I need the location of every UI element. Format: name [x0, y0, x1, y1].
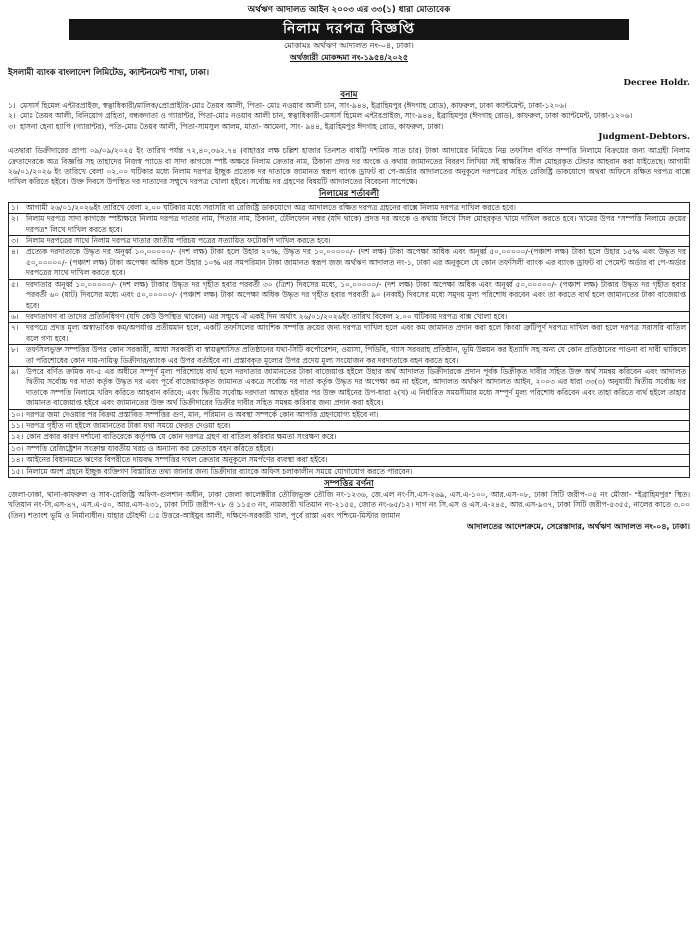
versus-text: বনাম — [340, 90, 358, 100]
condition-item — [8, 280, 690, 312]
condition-num: ৪। — [11, 247, 19, 257]
defendant-text: মেসার্স হিমেল এন্টারপ্রাইজ, স্বত্বাধিকারী/মালিক/প্রোপ্রাইটর-মোঃ তৈয়ব আলী, পিতা- মোঃ নওয়াব আলী চান, সাং-৯৪৪, ইব্রাহিমপুর (ঈদগাহ রোড), কাফরুল, ঢাকা ক্যান্টমেন্ট, ঢাকা-১২০৬। — [20, 101, 567, 110]
signature-text: আদালতের আদেশক্রমে, সেরেস্তাদার, অর্থঋণ আদালত নং-০৪, ঢাকা। — [466, 522, 690, 532]
defendant-text: মোঃ তৈয়ব আলী, বিনিয়োগ গ্রহিতা, বন্ধকদাতা ও গ্যারান্টর, পিতা-মোঃ নওয়াব আলী চান, স্বত্বাধিকারী-মেসার্স হিমেল এন্টারপ্রাইজ, সাং-৯৪৪, ইব্রাহিমপুর (ঈদগাহ রোড), কাফরুল, ঢাকা ক্যান্টমেন্ট, ঢাকা-১২০৬। — [20, 111, 633, 121]
condition-text: উপরে বর্ণিত ক্রমিক নং-৫ এর অধীনে সম্পূর্ণ মূল্য পরিশোধে ব্যর্থ হলে দরদাতার জামানতের টাকা বাজেয়াপ্ত হইলে উহার অর্থ আদালত ডিক্রীদারকে প্রদান পূর্বক ডিক্রীকৃত দাবীর সহিত উক্ত অর্থ সমন্বয় করিবেন এবং আদালত দ্বিতীয় সর্বোচ্চ দর দাতা কর্তৃক উদ্ধৃত দর এবং পূর্বে বাজেয়াপ্তকৃত জামানত একত্রে সর্বোচ্চ দর দাতা কর্তৃক উদ্ধৃত দর অপেক্ষা কম না হইলে, আদালত অর্থঋণ আদালত আইন, ২০০৩ এর ধারা ৩৩(৩) অনুযায়ী দ্বিতীয় সর্বোচ্চ দর দাতাকে সম্পত্তি নিলামে খরিদ করিতে আহবান করিবে; এবং দ্বিতীয় সর্বোচ্চ দরদাতা আহুত হইবার পর উক্ত আইনের উপ-ধারা ২(খ) এ নির্ধারিত সময়সীমার মধ্যে সম্পূর্ণ মূল্য পরিশোধ করিবেন এবং তাহা করিতে ব্যর্থ হইলে তাহার জামানত বাজেয়াপ্ত হইবে এবং জামানতের উক্ত অর্থ ডিক্রীদারের ডিক্রীর দাবীর সহিত সমন্বয় করিবার জন্য প্রদান করা হইবে। — [26, 366, 686, 408]
condition-item — [8, 410, 690, 421]
case-number: অর্থজারী মোকদ্দমা নং-১৯৫৪/২০২৫ — [289, 53, 409, 62]
condition-num: ১। — [11, 202, 19, 212]
notice-paragraph: এতদ্বারা ডিক্রীদারের প্রাপ্য ০৯/০৯/২০২৫ ইং তারিখ পর্যন্ত ৭২,৪০,৩৬২.৭৪ (বাহাত্তর লক্ষ চল্লিশ হাজার তিনশত বাষট্টি দশমিক সাত চার) টাকা আদায়ের নিমিত্তে নিম্ন তফসিল বর্ণিত সম্পত্তি নিলামে বিক্রয়ের জন্য আগ্রহী নিলাম ক্রেতাদেরকে অত্র বিজ্ঞপ্তি সহ তাহাদের নিজস্ব প্যাডে বা সাদা কাগজে স্পষ্ট অক্ষরে নিলাম ক্রেতার নাম, ঠিকানা প্রদত্ত দর অংকে ও কথায় জামানতের বিবরণ লিখিয়া সই স্বাক্ষরিত সীল মোহরকৃত টেন্ডার আহবান করা যাইতেছে। আগামী ২৬/০১/২০২৬ ইং তারিখে বেলা ০২.০০ ঘটিকার মধ্যে নিলাম দরপত্র ইচ্ছুক প্রত্যেক দর দাতাকে জামানত স্বরূপ ব্যাংক ড্রাফট বা পে-অর্ডার আদালতের অনুকূলে দরপত্রের সহিত রেজিষ্ট্রি ডাকযোগে অথবা অফিসে রক্ষিত দরপত্র বাক্সে দাখিল করিতে হইবে। উক্ত দিবসে উপস্থিত দর দাতাদের সম্মুখে দরপত্র খোলা হইবে। সর্বোচ্চ দর গ্রহণের বিষয়টি আদালতের বিবেচনা সাপেক্ষে। — [8, 146, 690, 187]
condition-num: ৮। — [11, 345, 19, 355]
defendant-num: ২। — [8, 111, 16, 121]
condition-item — [8, 455, 690, 466]
defendant-item — [8, 111, 690, 121]
condition-text: দরপত্রে প্রদত্ত মূল্য অস্বাভাবিক কম/অপর্যাপ্ত প্রতীয়মান হলে, একটি তফসিলের আংশিক সম্পত্তি ক্রয়ের জন্য দরপত্র দাখিল হলে এবং কম জামানত প্রদান করা হলে কিংবা ত্রুটিপূর্ণ দরপত্র দাখিল করা হলে দরপত্র সরাসরি বাতিল বলে গণ্য হবে। — [26, 323, 686, 343]
defendant-item — [8, 101, 690, 111]
condition-text: আইনের বিধানমতে ঋণের বিপরীতে দায়বদ্ধ সম্পত্তির দখল ক্রেতার অনুকূলে সমর্পণের ব্যবস্থা করা হইবে। — [26, 455, 328, 465]
condition-num: ১৩। — [11, 443, 24, 453]
condition-num: ১৪। — [11, 455, 24, 465]
condition-text: সম্পত্তি রেজিষ্ট্রেশন সংক্রান্ত যাবতীয় খরচ ও অন্যান্য কর ক্রেতাকে বহন করিতে হইবে। — [26, 443, 274, 453]
conditions-title: নিলামের শর্তাবলী — [318, 188, 380, 199]
judgment-debtors-label: Judgment-Debtors. — [598, 132, 690, 143]
condition-item — [8, 214, 690, 236]
condition-num: ৯। — [11, 366, 19, 376]
condition-item — [8, 467, 690, 478]
defendant-text: হাসনা হেনা হ্যাপি (গ্যারান্টর), পতি-মোঃ তৈয়ব আলী, পিতা-সামসুল আলম, মাতা- আমেনা, সাং- ৯৪৪, ইব্রাহিমপুর ঈদগাহ রোড, কাফরুল, ঢাকা। — [20, 121, 444, 131]
notice-title: নিলাম দরপত্র বিজ্ঞপ্তি — [69, 19, 629, 40]
defendant-item — [8, 122, 690, 132]
condition-item — [8, 444, 690, 455]
condition-item — [8, 432, 690, 443]
condition-item — [8, 421, 690, 432]
condition-num: ৬। — [11, 311, 19, 321]
conditions-heading — [8, 188, 690, 200]
conditions-list — [8, 202, 690, 478]
condition-text: প্রত্যেক দরদাতাকে উদ্ধৃত দর অনূর্ধ্ব ১০,০০০০০/- (দশ লক্ষ) টাকা হলে উহার ২০%, উদ্ধৃত দর ১০,০০০০০/- (দশ লক্ষ) টাকা অপেক্ষা অধিক এবং অনূর্ধ্ব ৫০,০০০০০/-(পঞ্চাশ লক্ষ) টাকা হলে উহার ১৫% এবং উদ্ধৃত দর ৫০,০০০০০/- (পঞ্চাশ লক্ষ) টাকা অপেক্ষা অধিক হলে উহার ১০% এর সমপরিমান টাকা জামানত স্বরূপ জজ অর্থঋণ আদালত নং-১, ঢাকা এর অনুকূলে যে কোন তফসিলী ব্যাংক এর ব্যাংক ড্রাফট বা পেমেন্ট অর্ডার বা পে-অর্ডার দরপত্রের সাথে দাখিল করতে হবে। — [26, 247, 686, 278]
plaintiff-name: ইসলামী ব্যাংক বাংলাদেশ লিমিটেড, ক্যান্টনমেন্ট শাখা, ঢাকা। — [8, 67, 209, 77]
plaintiff-row — [8, 66, 690, 78]
condition-text: দরদাতাগণ বা তাদের প্রতিনিধিগণ (যদি কেউ উপস্থিত থাকেন) এর সম্মুখে ঐ একই দিন অর্থাৎ ২৬/০১/২০২৬ইং তারিখ বিকেল ২.০০ ঘটিকায় দরপত্র বাক্স খোলা হবে। — [26, 311, 508, 321]
condition-text: তফসিলভুক্ত সম্পত্তির উপর কোন সরকারী, আধা সরকারী বা স্বায়ত্বশাসিত প্রতিষ্ঠানের যথা-সিটি কর্পোরেশন, ওয়াসা, পিডিবি, গ্যাস সরবরাহ প্রতিষ্ঠান, ভূমি উন্নয়ন কর ইত্যাদি সহ অন্য যে কোন প্রতিষ্ঠানের পাওনা বা দাবী থাকিলে তা পরিশোধের কোন দায়-দায়িত্ব ডিক্রীদার/ব্যাংক এর উপর বর্তাইবে না। প্রস্তাবকৃত মূল্যের উপর প্রদেয় মূল্য সংযোজন কর দরদাতাকে বহন করতে হবে। — [26, 345, 686, 365]
condition-item — [8, 323, 690, 345]
condition-text: দরপত্র জমা দেওয়ার পর বিক্রয় প্রস্তাবিত সম্পত্তির গুণ, মান, পরিমান ও অবস্থা সম্পর্কে কোন আপত্তি গ্রহণযোগ্য হইবে না। — [26, 409, 379, 419]
condition-num: ২। — [11, 214, 19, 224]
signature-line — [8, 522, 690, 532]
condition-num: ১২। — [11, 432, 24, 442]
condition-num: ১৫। — [11, 466, 24, 476]
condition-text: দরপত্র গৃহীত না হইলে জামানতের টাকা যথা সময়ে ফেরত দেওয়া হবে। — [26, 420, 231, 430]
condition-item — [8, 236, 690, 247]
condition-num: ৭। — [11, 323, 19, 333]
property-heading — [8, 478, 690, 490]
law-reference: অর্থঋণ আদালত আইন ২০০৩ এর ৩৩(১) ধারা মোতাবেক — [247, 5, 451, 15]
defendant-num: ১। — [8, 101, 16, 110]
condition-item — [8, 367, 690, 410]
condition-num: ৫। — [11, 279, 19, 289]
defendant-list — [8, 101, 690, 132]
condition-text: নিলাম দরপত্রের সাথে নিলাম দরপত্র দাতার জাতীয় পরিচয় পত্রের সত্যায়িত ফটোকপি দাখিল করতে হবে। — [26, 236, 331, 246]
versus-label — [8, 89, 690, 101]
condition-item — [8, 202, 690, 214]
condition-text: নিলাম দরপত্র সাদা কাগজে স্পষ্টাক্ষরে নিলাম দরপত্র দাতার নাম, পিতার নাম, ঠিকানা, টেলিফোন নম্বর (যদি থাকে) প্রদত্ত দর অংকে ও কথায় লিখে সিল মোহরকৃত খামে দাখিল করতে হবে। খামের উপর "সম্পত্তি নিলামে ক্রয়ের দরপত্র" লিখে দাখিল করতে হবে। — [26, 214, 686, 234]
condition-text: নিলামে অংশ গ্রহনে ইচ্ছুক ব্যক্তিগণ বিস্তারিত তথ্য জানার জন্য ডিক্রীদার ব্যাংকে অফিস চলাকালীন সময়ে যোগাযোগ করতে পারবেন। — [26, 466, 413, 476]
condition-num: ৩। — [11, 236, 19, 246]
defendant-num: ৩। — [8, 121, 16, 131]
condition-item — [8, 312, 690, 323]
condition-text: আগামী ২৬/০১/২০২৬ইং তারিখে বেলা ২.০০ ঘটিকার মধ্যে সরাসরি বা রেজিষ্ট্রি ডাকযোগে অত্র আদালতে রক্ষিত দরপত্র গ্রহনের বাক্সে নিলাম দরপত্র দাখিল করতে হবে। — [26, 202, 516, 212]
decree-holder-label: Decree Holdr. — [623, 78, 690, 88]
condition-num: ১১। — [11, 420, 24, 430]
condition-text: দরদাতার অনূর্ধ্ব ১০,০০০০০/- (দশ লক্ষ) টাকার উদ্ধৃত দর গৃহীত হবার পরবর্তী ৩০ (ত্রিশ) দিবসের মধ্যে, ১০,০০০০০/- (দশ লক্ষ) টাকা অপেক্ষা অধিক এবং অনূর্ধ্ব ৫০,০০০০০/- (পঞ্চাশ লক্ষ) টাকার উদ্ধৃত দর গৃহীত হবার পরবর্তী ৬০ (ষাট) দিবসের মধ্যে এবং ৫০,০০০০০/- (পঞ্চাশ লক্ষ) টাকা অপেক্ষা অধিক উদ্ধৃত দর গৃহীত হবার পরবর্তী ৯০ (নব্বই) দিবসের মধ্যে সমুদয় মূল্য পরিশোধ করবেন এবং তা করতে ব্যর্থ হলে জামানতের টাকা বাজেয়াপ্ত হবে। — [26, 279, 686, 310]
property-description: জেলা-ঢাকা, থানা-কাফরুল ও সাব-রেজিষ্ট্রি অফিস-গুলশান অধীন, ঢাকা জেলা কালেক্টরীর তৌজিভুক্ত তৌজি নং-১২৩৬, জে.এল নং-সি.এস-২৬৯, এস.এ-১০০, আর.এস-০৮, ঢাকা সিটি জরীপ-০৫ নং মৌজা- "ইব্রাহিমপুর" স্থিত। খতিয়ান নং-সি.এস-৪৭, এস.এ-৫০, আর.এস-২৩১, ঢাকা সিটি জরীপ-৭৮ ও ১১৫৩ নং, নামজারী খতিয়ান নং-২১৫৫, জোত নং-৬৫/১২। দাগ নং সি.এস ও এস.এ-২৪৫, আর.এস-৯৩৭, ঢাকা সিটি জরীপ-৫৩৫৫, নালের কাতে ৩.০০ (তিন) শতাংশ ভূমি ও নির্মানাধীন। যাহার চৌহদ্দী ঃ উত্তরে-আইয়ুব আলী, দক্ষিণে-সরকারী খাল, পূর্বে রাস্তা এবং পশ্চিমে-মিস্টার জামান — [8, 490, 690, 520]
property-title: সম্পত্তির বর্ণনা — [324, 479, 374, 489]
court-line: মোকামঃ অর্থঋণ আদালত নং-০৪, ঢাকা। — [284, 41, 414, 50]
condition-num: ১০। — [11, 409, 24, 419]
condition-text: কোন প্রকার কারণ দর্শানো ব্যতিরেকে কর্তৃপক্ষ যে কোন দরপত্র গ্রহণ বা বাতিল করিবার ক্ষমতা সংরক্ষণ করে। — [26, 432, 337, 442]
condition-item — [8, 247, 690, 279]
condition-item — [8, 345, 690, 367]
notice-page — [8, 4, 690, 939]
